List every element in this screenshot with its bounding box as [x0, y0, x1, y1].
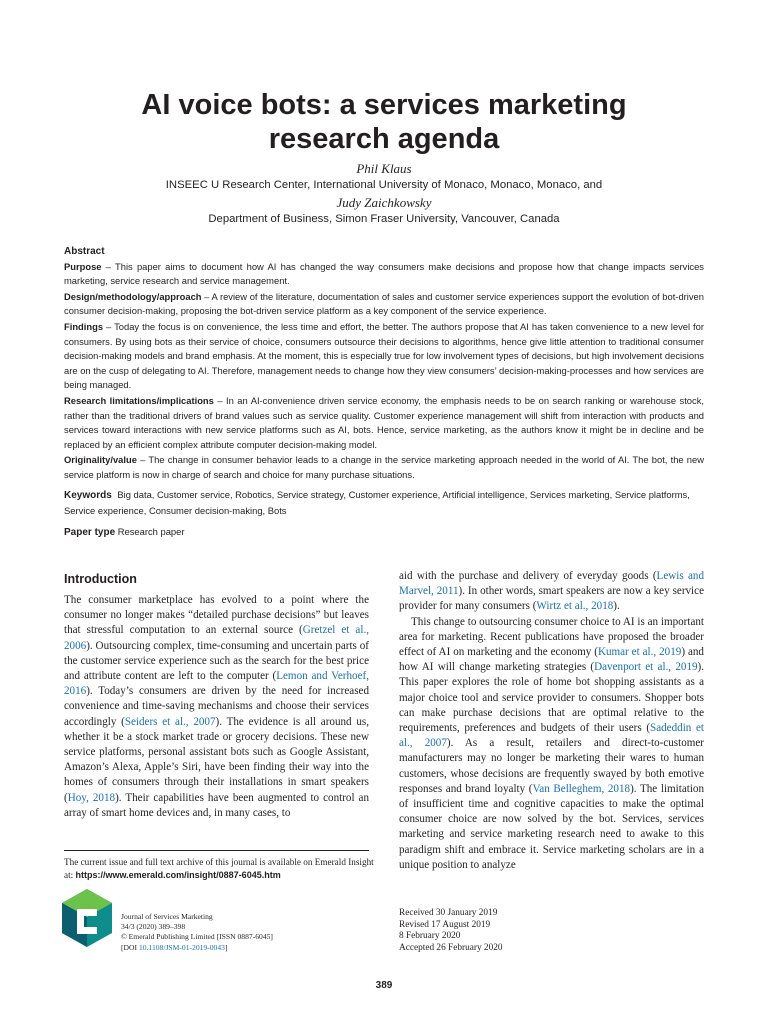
text-span: ). Their capabilities have been augmented to control an array of smart home devices and, in many cases, to	[64, 791, 369, 819]
paper-type-text: Research paper	[117, 526, 185, 537]
page-number: 389	[375, 980, 393, 991]
date-accepted: Accepted 26 February 2020	[399, 942, 503, 953]
originality-label: Originality/value	[64, 454, 137, 466]
text-span: ). This paper explores the role of home bot shopping assistants as a major choice tool and service provider to consumers. Shopper bots can make purchase decisions that are optimal relative to the requirements, preferences and budgets of their users (	[399, 661, 705, 735]
journal-info	[121, 912, 273, 953]
citation-link[interactable]: Seiders et al., 2007	[124, 715, 216, 728]
findings-label: Findings	[64, 320, 104, 332]
footnote	[64, 856, 374, 882]
author-1-name: Phil Klaus	[356, 161, 412, 176]
purpose-label: Purpose	[64, 260, 102, 272]
intro-paragraph-2	[399, 615, 704, 873]
text-span: ).	[613, 600, 620, 613]
introduction-heading: Introduction	[64, 572, 137, 586]
journal-doi	[121, 943, 273, 953]
paper-type-block	[64, 525, 704, 541]
doi-suffix: ]	[224, 942, 228, 952]
abstract-purpose	[64, 260, 704, 289]
title-line-2: research agenda	[268, 123, 500, 155]
intro-paragraph-continued	[399, 569, 704, 615]
abstract-limitations	[64, 394, 704, 452]
submission-dates	[399, 908, 503, 954]
right-column	[399, 569, 704, 873]
design-text: – A review of the literature, documentation of sales and customer service experiences support the evolution of bot-driven consumer decision-making, proposing the bot-driven service platform as a key component of the service experience.	[64, 290, 704, 317]
author-2-affiliation: Department of Business, Simon Fraser University, Vancouver, Canada	[208, 213, 560, 225]
authors-block	[60, 160, 708, 228]
paper-type-label: Paper type	[64, 527, 116, 538]
date-received: Received 30 January 2019	[399, 908, 498, 918]
doi-prefix: [DOI	[121, 942, 139, 952]
limitations-text: – In an AI-convenience driven service economy, the emphasis needs to be on search ranking or warehouse stock, rather than the traditional drivers of brand values such as service quality. Customer experience management will shift from interaction with products and services toward interactions with new service platforms such as AI, bots. Hence, service marketing, as the authors know it might be in decline and be replaced by an efficient complex attribute computer decision-making model.	[64, 394, 704, 450]
design-label: Design/methodology/approach	[64, 290, 202, 302]
text-span: ). Today’s consumers are driven by the need for increased convenience and time-saving mechanisms and choose their services accordingly (	[64, 685, 369, 728]
keywords-label: Keywords	[64, 490, 112, 501]
citation-link[interactable]: Kumar et al., 2019	[597, 646, 682, 659]
citation-link[interactable]: Davenport et al., 2019	[594, 661, 698, 674]
journal-copyright: © Emerald Publishing Limited [ISSN 0887-6045]	[121, 932, 273, 942]
citation-link[interactable]: Gretzel et al., 2006	[64, 624, 369, 652]
citation-link[interactable]: Wirtz et al., 2018	[536, 600, 614, 613]
author-1-affiliation: INSEEC U Research Center, International University of Monaco, Monaco, Monaco, and	[165, 179, 603, 191]
originality-text: – The change in consumer behavior leads to a change in the service marketing approach needed in the world of AI. The bot, the new service platform is now in charge of search and choice for many purchase situations.	[64, 454, 704, 480]
intro-paragraph-1	[64, 593, 369, 821]
footnote-divider	[64, 850, 369, 851]
keywords-block	[64, 488, 704, 518]
footnote-url-link[interactable]: https://www.emerald.com/insight/0887-6045.htm	[75, 870, 281, 880]
citation-link[interactable]: Lemon and Verhoef, 2016	[64, 670, 369, 698]
abstract-findings	[64, 320, 704, 393]
citation-link[interactable]: Hoy, 2018	[67, 791, 116, 804]
abstract-design	[64, 290, 704, 319]
text-span: ). The evidence is all around us, whether it be a stock market trade or grocery decisions. These new service platforms, personal assistant bots such as Google Assistant, Amazon’s Alexa, Apple’s Siri, have been finding their way into the homes of consumers through their installations in smart speakers (	[64, 715, 369, 804]
journal-name: Journal of Services Marketing	[121, 912, 213, 921]
date-revised-2: 8 February 2020	[399, 931, 461, 941]
abstract-originality	[64, 453, 704, 482]
citation-link[interactable]: Sadeddin et al., 2007	[399, 722, 704, 750]
text-span: ). In other words, smart speakers are now a key service provider for many consumers (	[399, 585, 704, 613]
author-2-name: Judy Zaichkowsky	[336, 195, 432, 210]
journal-volume: 34/3 (2020) 389–398	[121, 922, 186, 932]
citation-link[interactable]: Van Belleghem, 2018	[532, 782, 631, 795]
text-span: ) and how AI will change marketing strategies (	[399, 646, 704, 674]
paper-title	[60, 88, 708, 156]
text-span: The consumer marketplace has evolved to a point where the consumer no longer makes “detailed purchase decisions” but leaves that stressful computation to an external source (	[64, 594, 369, 637]
findings-text: – Today the focus is on convenience, the less time and effort, the better. The authors propose that AI has taken convenience to a new level for consumers. By using bots as their service of choice, consumers outsource their decisions to algorithms, hence give little attention to traditional consumer decision-making models and brand emphasis. At the moment, this is especially true for low involvement types of decisions, but high involvement decisions are on the cusp of delegating to AI. Therefore, management needs to change how they view consumers’ decision-making-processes and how services are being managed.	[64, 320, 704, 391]
doi-link[interactable]: 10.1108/JSM-01-2019-0043	[138, 942, 225, 952]
text-span: ). Outsourcing complex, time-consuming and uncertain parts of the customer service experience such as the search for the best price and attribute content are left to the computer (	[64, 639, 369, 683]
date-revised-1: Revised 17 August 2019	[399, 919, 491, 930]
purpose-text: – This paper aims to document how AI has changed the way consumers make decisions and propose how that change impacts services marketing, service research and service management.	[64, 260, 704, 287]
text-span: ). The limitation of insufficient time and cognitive capacities to make the optimal consumer choice are now solved by the bot. Services, services marketing and service marketing research need to awake to this paradigm shift and embrace it. Service marketing scholars are in a unique position to analyze	[399, 782, 705, 871]
title-line-1: AI voice bots: a services marketing	[141, 89, 627, 121]
emerald-logo-icon	[62, 889, 112, 947]
text-span: This change to outsourcing consumer choice to AI is an important area for marketing. Recent publications have proposed the broader effect of AI on marketing and the economy (	[399, 615, 704, 659]
text-span: aid with the purchase and delivery of everyday goods (	[399, 570, 657, 582]
abstract-block	[64, 245, 704, 484]
left-column	[64, 593, 369, 821]
abstract-heading: Abstract	[64, 246, 105, 257]
citation-link[interactable]: Lewis and Marvel, 2011	[399, 570, 704, 598]
footnote-text: The current issue and full text archive of this journal is available on Emerald Insight at:	[64, 857, 374, 880]
limitations-label: Research limitations/implications	[64, 394, 214, 406]
keywords-text: Big data, Customer service, Robotics, Service strategy, Customer experience, Artificial intelligence, Services marketing, Service platforms, Service experience, Consumer decision-making, Bots	[64, 489, 690, 516]
text-span: ). As a result, retailers and direct-to-customer manufacturers may no longer be marketing their wares to human customers, whose decisions are frequently swayed by both emotive responses and brand loyalty (	[399, 737, 704, 795]
